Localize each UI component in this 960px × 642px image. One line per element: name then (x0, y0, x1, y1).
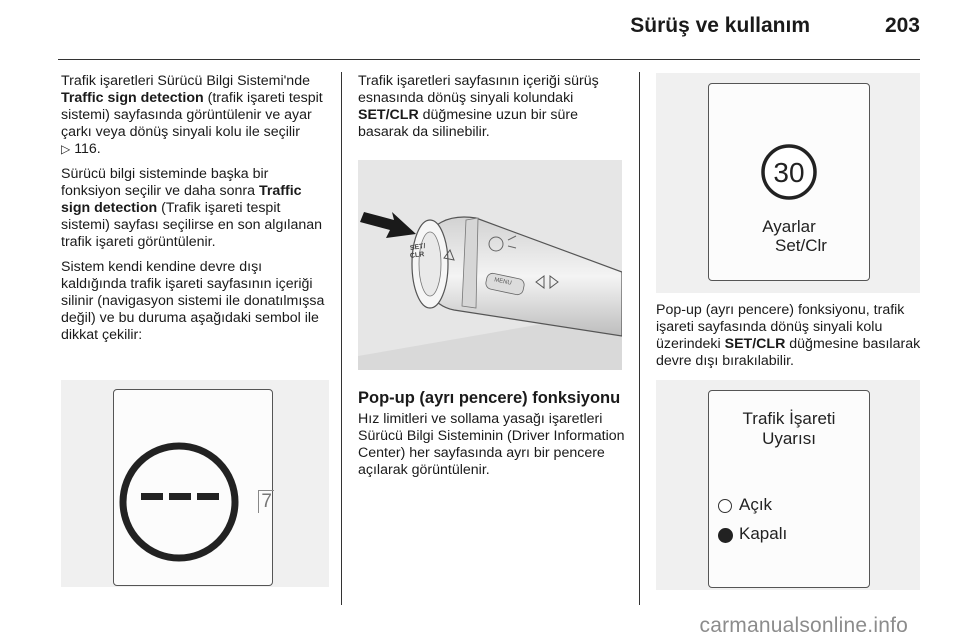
page-reference[interactable]: 116. (74, 141, 101, 157)
settings-label: Ayarlar (762, 217, 816, 236)
menu-button-label: MENU (493, 277, 513, 287)
turn-signal-stalk-illustration (358, 160, 622, 370)
page-reference-icon: ▷ (61, 142, 71, 156)
menu-title-line1: Trafik İşareti (742, 409, 836, 428)
page-header-title: Sürüş ve kullanım (630, 14, 810, 37)
menu-title-line2: Uyarısı (762, 429, 816, 448)
set-clr-label: Set/Clr (775, 236, 827, 255)
column-1 (61, 73, 329, 352)
paragraph-4: Trafik işaretleri sayfasının içeriği sürüş esnasında dönüş sinyali kolundaki SET/CLR düğmesine uzun bir süre basarak da silinebilir. (358, 73, 599, 140)
option-off-label: Kapalı (739, 524, 788, 543)
figure-digit: 7 (258, 490, 274, 513)
speed-limit-value: 30 (773, 157, 805, 188)
option-off-radio[interactable] (718, 528, 733, 543)
column-divider-1 (341, 72, 342, 605)
paragraph-2: Sürücü bilgi sisteminde başka bir fonksiyon seçilir ve daha sonra Traffic sign detection (Trafik işareti tespit sistemi) sayfası seçilirse en son algılanan trafik işareti görüntülenir. (61, 166, 323, 250)
section-heading-popup: Pop-up (ayrı pencere) fonksiyonu (358, 389, 621, 407)
set-clr-label-line2: CLR (409, 251, 425, 260)
figure-sign-cleared (61, 380, 329, 587)
option-on-label: Açık (739, 495, 773, 514)
display-screen-menu (708, 390, 870, 588)
figure-traffic-sign-warning-menu (656, 380, 920, 590)
display-screen-speed (708, 83, 870, 281)
display-screen (113, 389, 273, 586)
figure-speed-limit-popup (656, 73, 920, 293)
column-divider-2 (639, 72, 640, 605)
paragraph-5: Hız limitleri ve sollama yasağı işaretleri Sürücü Bilgi Sisteminin (Driver Information Center) her sayfasında ayrı bir pencere açılarak görüntülenir. (358, 411, 625, 478)
column-2-lower (358, 389, 628, 487)
paragraph-6: Pop-up (ayrı pencere) fonksiyonu, trafik işareti sayfasında dönüş sinyali kolu üzerindeki SET/CLR düğmesine basılarak devre dışı bırakılabilir. (656, 302, 921, 369)
page-number: 203 (884, 14, 920, 37)
paragraph-3: Sistem kendi kendine devre dışı kaldığında trafik işareti sayfasının içeriği silinir (navigasyon sistemi ile donatılmışsa değil) ve bu duruma aşağıdaki sembol ile dikkat çekilir: (61, 259, 325, 343)
column-2 (358, 73, 628, 149)
footer-watermark-url[interactable]: carmanualsonline.info (699, 614, 908, 637)
cleared-sign-icon (114, 390, 272, 585)
header-divider (58, 59, 920, 60)
paragraph-1: Trafik işaretleri Sürücü Bilgi Sistemi'nde Traffic sign detection (trafik işareti tespit sistemi) sayfasında görüntülenir ve ayar çarkı veya dönüş sinyali kolu ile seçilir ▷ 116. (61, 73, 323, 157)
column-3 (656, 302, 924, 378)
set-clr-label-line1: SET/ (409, 242, 426, 253)
figure-turn-signal-stalk (358, 160, 622, 370)
option-on-radio[interactable] (718, 499, 732, 513)
